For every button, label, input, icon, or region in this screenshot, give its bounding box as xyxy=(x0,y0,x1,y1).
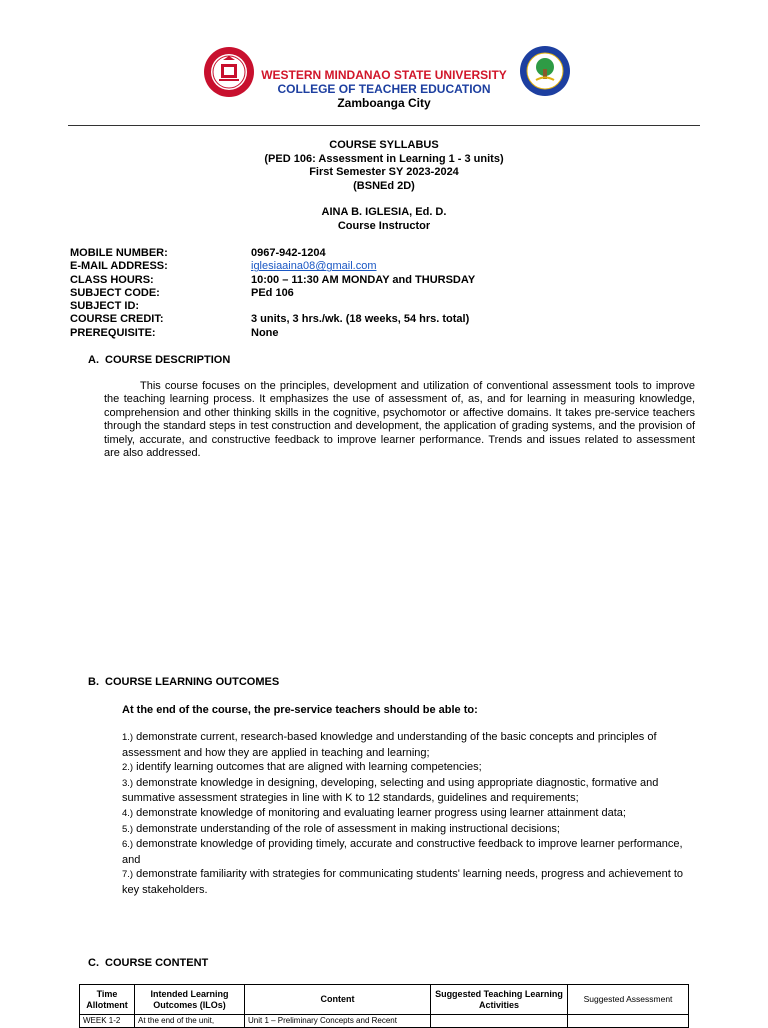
course-description-text: This course focuses on the principles, development and utilization of conventional assessment tools to improve the teaching learning process. It emphasizes the use of assessment of, as, and for learning in measuring knowledge, comprehension and other thinking skills in the cognitive, psychomotor or affective domains. It takes pre-service teachers through the standard steps in test construction and development, the application of grading systems, and the provision of timely, accurate, and constructive feedback to improve learner performance. Trends and issues related to assessment are also addressed. xyxy=(104,380,695,460)
table-cell: Unit 1 – Preliminary Concepts and Recent xyxy=(245,1015,431,1028)
list-item: 7.) demonstrate familiarity with strategies for communicating students' learning needs, progress and achievement to key stakeholders. xyxy=(122,868,684,896)
section-a-heading xyxy=(88,354,230,366)
section-code: (BSNEd 2D) xyxy=(353,179,415,192)
course-info xyxy=(70,247,670,340)
list-item: 5.) demonstrate understanding of the role of assessment in making instructional decisions; xyxy=(122,822,560,835)
info-row-prerequisite xyxy=(70,327,670,340)
info-row-subject-id xyxy=(70,300,670,313)
instructor-role: Course Instructor xyxy=(337,219,431,232)
course-description xyxy=(104,380,695,460)
table-cell: WEEK 1-2 xyxy=(80,1015,135,1028)
info-label: COURSE CREDIT: xyxy=(70,313,164,326)
table-header: Content xyxy=(245,985,431,1015)
info-value: 3 units, 3 hrs./wk. (18 weeks, 54 hrs. total) xyxy=(251,313,470,326)
email-link[interactable]: iglesiaaina08@gmail.com xyxy=(251,260,377,273)
outcomes-list xyxy=(122,730,697,898)
list-item: 1.) demonstrate current, research-based knowledge and understanding of the basic concepts and principles of assessment and how they are applied in teaching and learning; xyxy=(122,731,657,759)
section-letter: A. xyxy=(88,354,99,366)
table-header: Time Allotment xyxy=(80,985,135,1015)
course-title: (PED 106: Assessment in Learning 1 - 3 units) xyxy=(264,152,504,165)
section-c-heading xyxy=(88,957,208,969)
info-label: SUBJECT CODE: xyxy=(70,286,160,299)
info-row-mobile xyxy=(70,247,670,260)
section-letter: B. xyxy=(88,676,99,688)
title-block xyxy=(0,139,768,233)
info-value: PEd 106 xyxy=(251,286,294,299)
list-item: 4.) demonstrate knowledge of monitoring and evaluating learner progress using learner attainment data; xyxy=(122,806,626,819)
section-letter: C. xyxy=(88,957,99,969)
section-b-heading xyxy=(88,676,279,688)
section-title: COURSE LEARNING OUTCOMES xyxy=(105,676,280,688)
table-header: Suggested Assessment xyxy=(568,985,689,1015)
info-value: None xyxy=(251,326,279,339)
list-item: 6.) demonstrate knowledge of providing timely, accurate and constructive feedback to improve learner performance, and xyxy=(122,838,683,866)
info-label: MOBILE NUMBER: xyxy=(70,247,168,259)
university-header xyxy=(0,68,768,111)
section-title: COURSE DESCRIPTION xyxy=(105,354,231,366)
info-row-subject-code xyxy=(70,287,670,300)
info-label: PREREQUISITE: xyxy=(70,326,156,339)
info-row-class-hours xyxy=(70,274,670,287)
table-header: Suggested Teaching Learning Activities xyxy=(431,985,568,1015)
table-cell: At the end of the unit, xyxy=(135,1015,245,1028)
info-label: E-MAIL ADDRESS: xyxy=(70,260,168,273)
table-header: Intended Learning Outcomes (ILOs) xyxy=(135,985,245,1015)
section-title: COURSE CONTENT xyxy=(105,957,209,969)
university-name: WESTERN MINDANAO STATE UNIVERSITY xyxy=(261,68,507,82)
info-label: SUBJECT ID: xyxy=(70,300,140,313)
info-value: 0967-942-1204 xyxy=(251,247,326,259)
info-value: 10:00 – 11:30 AM MONDAY and THURSDAY xyxy=(251,273,476,286)
instructor-name: AINA B. IGLESIA, Ed. D. xyxy=(321,206,447,218)
outcomes-intro: At the end of the course, the pre-service teachers should be able to: xyxy=(122,704,478,716)
city-name: Zamboanga City xyxy=(337,96,431,110)
course-content-table xyxy=(79,984,689,1028)
list-item: 2.) identify learning outcomes that are aligned with learning competencies; xyxy=(122,761,482,774)
syllabus-title: COURSE SYLLABUS xyxy=(329,139,439,151)
table-cell xyxy=(431,1015,568,1028)
list-item: 3.) demonstrate knowledge in designing, developing, selecting and using appropriate diagnostic, formative and summative assessment strategies in line with K to 12 standards, guidelines and requirements; xyxy=(122,776,659,805)
header-divider xyxy=(68,125,700,126)
semester: First Semester SY 2023-2024 xyxy=(309,166,459,178)
info-row-course-credit xyxy=(70,313,670,326)
college-name: COLLEGE OF TEACHER EDUCATION xyxy=(277,82,491,96)
table-cell xyxy=(568,1015,689,1028)
info-row-email xyxy=(70,260,670,273)
table-row xyxy=(80,1015,689,1028)
info-label: CLASS HOURS: xyxy=(70,273,154,286)
